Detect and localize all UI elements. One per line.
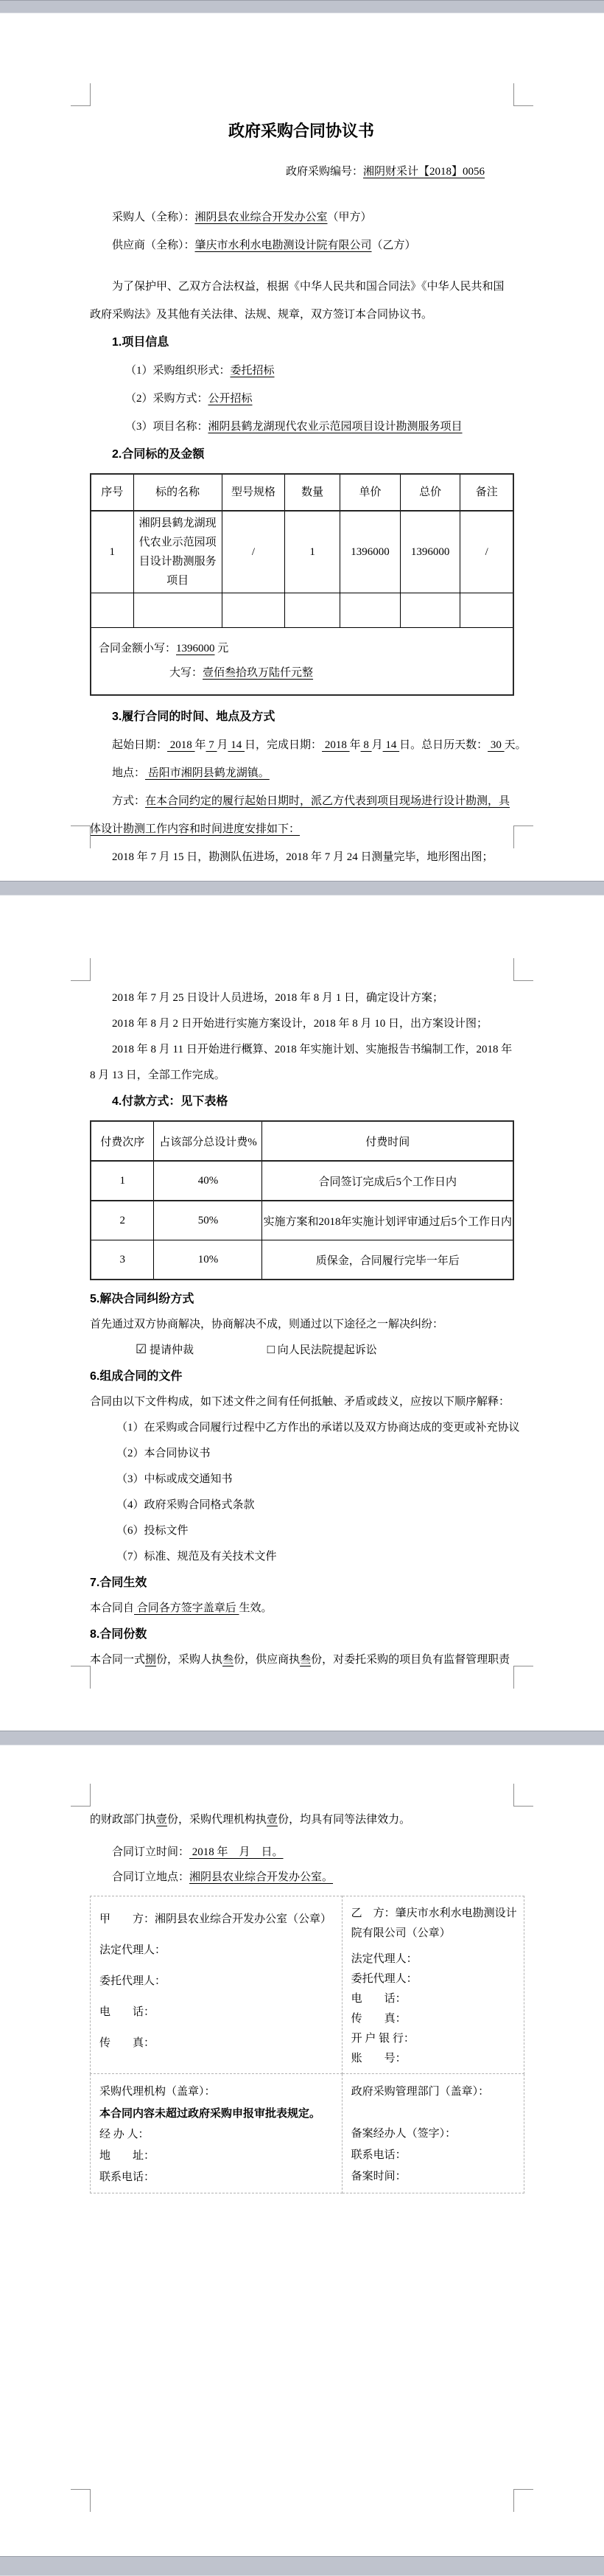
table-cell: 1: [91, 511, 133, 593]
amount-big-label: 大写：: [169, 667, 203, 679]
table-cell: /: [460, 511, 513, 593]
copies-line: [90, 1647, 513, 1673]
copies-text: 份，采购代理机构执: [167, 1814, 267, 1826]
table-amount-row: [91, 628, 513, 696]
schedule-line-4: 2018 年 8 月 11 日开始进行概算、2018 年实施计划、实施报告书编制工作，2018 年 8 月 13 日，全部工作完成。: [90, 1044, 513, 1081]
section-1-heading: 1.项目信息: [112, 336, 169, 349]
section-3-heading: 3.履行合同的时间、地点及方式: [112, 711, 275, 723]
agency-title: 采购代理机构（盖章）：: [99, 2086, 216, 2098]
section-5-heading: 5.解决合同纠纷方式: [90, 1293, 194, 1305]
page-2: [0, 896, 604, 1731]
signature-row-agencies: [91, 2074, 524, 2193]
purchase-method-value: 公开招标: [208, 393, 253, 405]
section-4-heading: 4.付款方式：见下表格: [112, 1095, 228, 1108]
method-label: 方式：: [112, 795, 146, 807]
project-name-line: [125, 413, 513, 441]
payment-cell: 合同签订完成后5个工作日内: [262, 1161, 513, 1201]
gov-dept-field: 联系电话：: [351, 2149, 407, 2161]
sign-place-value: 湘阴县农业综合开发办公室。: [189, 1871, 334, 1883]
party-a-field: 委托代理人：: [99, 1975, 166, 1987]
copies-continuation-line: [90, 1807, 513, 1832]
party-b-field: 传 真：: [351, 2013, 407, 2025]
start-month: 7: [206, 739, 217, 751]
copies-supplier: 叁: [300, 1654, 312, 1666]
place-label: 地点：: [112, 767, 146, 779]
amount-cell: [91, 628, 513, 696]
start-day: 14: [228, 739, 245, 751]
contract-file-item: （3）中标或成交通知书: [116, 1473, 233, 1485]
amount-big-line: [169, 661, 505, 685]
table-cell: 1396000: [400, 511, 460, 593]
table-header-cell: 备注: [460, 474, 513, 511]
party-b-field: 账 号：: [351, 2053, 407, 2064]
signature-table: [90, 1896, 524, 2193]
copies-text: 份，对委托采购的项目负有监督管理职责: [311, 1654, 510, 1666]
party-a-field: 电 话：: [99, 2006, 155, 2018]
procurement-number-value: 湘阴财采计【2018】0056: [362, 166, 485, 178]
copies-text: 份，供应商执: [233, 1654, 301, 1666]
project-name-value: 湘阴县鹤龙湖现代农业示范园项目设计勘测服务项目: [208, 421, 463, 433]
gov-dept-field: 备案经办人（签字）：: [351, 2128, 457, 2140]
page-gap-top: [0, 0, 604, 13]
dates-line: [90, 731, 527, 759]
method-value: 在本合同约定的履行起始日期时，派乙方代表到项目现场进行设计勘测，具体设计勘测工作内容和时间进度安排如下：: [90, 795, 510, 835]
page-corner-mark: [71, 958, 91, 981]
supplier-suffix: （乙方）: [371, 240, 416, 251]
month-char: 月: [217, 739, 228, 751]
method-line: [90, 787, 513, 843]
party-a-cell: [91, 1896, 343, 2074]
table-header-cell: 序号: [91, 474, 133, 511]
copies-text: 份，采购人执: [156, 1654, 223, 1666]
page-1: [0, 13, 604, 881]
contract-file-item: （2）本合同协议书: [116, 1448, 211, 1459]
party-b-title: 乙 方：肇庆市水利水电勘测设计院有限公司（公章）: [351, 1907, 517, 1939]
sign-time-label: 合同订立时间：: [112, 1846, 190, 1858]
schedule-line-3: 2018 年 8 月 2 日开始进行实施方案设计，2018 年 8 月 10 日，出方案设计图；: [112, 1018, 488, 1030]
signature-row-parties: [91, 1896, 524, 2074]
payment-cell: 50%: [154, 1201, 262, 1240]
table-cell-empty: [285, 593, 340, 628]
table-cell-empty: [91, 593, 133, 628]
sign-place-label: 合同订立地点：: [112, 1871, 190, 1883]
sign-time-line: [90, 1840, 513, 1865]
sign-place-line: [90, 1865, 513, 1890]
payment-row: [91, 1161, 513, 1201]
total-days-label: 日。总日历天数：: [399, 739, 488, 751]
page-corner-mark: [513, 1666, 533, 1689]
gov-dept-field: 备案时间：: [351, 2171, 407, 2182]
purchaser-value: 湘阴县农业综合开发办公室: [194, 212, 328, 223]
purchaser-label: 采购人（全称）：: [112, 212, 195, 223]
party-b-field: 电 话：: [351, 1993, 407, 2005]
table-cell: 1: [285, 511, 340, 593]
page-corner-mark: [71, 825, 91, 848]
page-corner-mark: [513, 1784, 533, 1807]
section-7-heading: 7.合同生效: [90, 1577, 147, 1589]
table-header-cell: 总价: [400, 474, 460, 511]
table-header-cell: 型号规格: [222, 474, 284, 511]
page-gap: [0, 881, 604, 896]
purchase-method-line: [125, 385, 513, 413]
section-8-heading: 8.合同份数: [90, 1628, 147, 1641]
gov-dept-cell: [342, 2074, 524, 2193]
dispute-intro-line: 首先通过双方协商解决，协商解决不成，则通过以下途径之一解决纠纷：: [90, 1319, 444, 1330]
table-cell-empty: [133, 593, 222, 628]
court-checkbox-unchecked-icon: □: [267, 1342, 275, 1356]
files-intro-line: 合同由以下文件构成，如下述文件之间有任何抵触、矛盾或歧义，应按以下顺序解释：: [90, 1396, 510, 1408]
year-char: 年: [194, 739, 206, 751]
finish-date-label: 日，完成日期：: [245, 739, 323, 751]
procurement-number-line: [90, 158, 513, 186]
payment-cell: 1: [91, 1161, 154, 1201]
table-header-cell: 标的名称: [133, 474, 222, 511]
finish-year: 2018: [322, 739, 350, 751]
payment-cell: 10%: [154, 1240, 262, 1280]
party-a-title: 甲 方：湘阴县农业综合开发办公室（公章）: [99, 1913, 332, 1925]
amount-small-value: 1396000: [176, 643, 215, 655]
table-row: [91, 511, 513, 593]
gov-dept-title: 政府采购管理部门（盖章）：: [351, 2086, 490, 2098]
page-corner-mark: [513, 83, 533, 106]
payment-cell: 实施方案和2018年实施计划评审通过后5个工作日内: [262, 1201, 513, 1240]
page-corner-mark: [71, 1666, 91, 1689]
table-cell-empty: [340, 593, 401, 628]
finish-day: 14: [382, 739, 400, 751]
party-b-cell: [342, 1896, 524, 2074]
payment-cell: 3: [91, 1240, 154, 1280]
place-value: 岳阳市湘阴县鹤龙湖镇。: [145, 767, 270, 779]
org-form-label: （1）采购组织形式：: [125, 365, 231, 377]
purchaser-line: [90, 203, 513, 231]
agency-cell: [91, 2074, 343, 2193]
payment-cell: 质保金，合同履行完毕一年后: [262, 1240, 513, 1280]
finish-month: 8: [360, 739, 372, 751]
procurement-number-label: 政府采购编号：: [285, 166, 363, 178]
page-corner-mark: [513, 2489, 533, 2512]
supplier-line: [90, 231, 513, 259]
schedule-line-1: 2018 年 7 月 15 日，勘测队伍进场，2018 年 7 月 24 日测量完毕，地形图出图；: [112, 851, 494, 863]
party-b-field: 法定代理人：: [351, 1953, 418, 1965]
agency-note: 本合同内容未超过政府采购申报审批表规定。: [99, 2107, 321, 2120]
payment-header-row: [91, 1121, 513, 1161]
party-b-field: 委托代理人：: [351, 1973, 418, 1985]
payment-row: [91, 1201, 513, 1240]
table-cell: /: [222, 511, 284, 593]
year-char: 年: [349, 739, 361, 751]
page-corner-mark: [71, 83, 91, 106]
start-year: 2018: [167, 739, 195, 751]
effective-suffix: 生效。: [239, 1602, 273, 1614]
payment-header-cell: 付费次序: [91, 1121, 154, 1161]
agency-field: 联系电话：: [99, 2171, 155, 2183]
court-option-label: 向人民法院提起诉讼: [277, 1344, 377, 1356]
table-cell-empty: [400, 593, 460, 628]
purchase-method-label: （2）采购方式：: [125, 393, 208, 405]
dispute-options-line: [136, 1338, 513, 1364]
contract-items-table: [90, 473, 514, 696]
effective-condition: 合同各方签字盖章后: [134, 1602, 239, 1614]
purchaser-suffix: （甲方）: [327, 212, 372, 223]
sign-time-value: 2018 年 月 日。: [189, 1846, 284, 1858]
party-a-field: 传 真：: [99, 2037, 155, 2049]
table-cell-empty: [460, 593, 513, 628]
amount-small-label: 合同金额小写：: [99, 643, 177, 655]
payment-table: [90, 1120, 514, 1280]
month-char: 月: [371, 739, 383, 751]
page-3: [0, 1745, 604, 2556]
effective-line: [90, 1596, 513, 1622]
page-corner-mark: [513, 958, 533, 981]
table-cell: 1396000: [340, 511, 401, 593]
table-header-row: [91, 474, 513, 511]
payment-header-cell: 付费时间: [262, 1121, 513, 1161]
contract-file-item: （4）政府采购合同格式条款: [116, 1499, 255, 1511]
place-line: [90, 759, 513, 787]
page-gap: [0, 1731, 604, 1745]
contract-file-item: （6）投标文件: [116, 1525, 189, 1537]
party-a-field: 法定代理人：: [99, 1944, 166, 1956]
agency-field: 地 址：: [99, 2150, 155, 2162]
page-gap-bottom: [0, 2556, 604, 2576]
copies-text: 本合同一式: [90, 1654, 146, 1666]
copies-finance-dept: 壹: [156, 1814, 168, 1826]
days-char: 天。: [504, 739, 527, 751]
payment-cell: 40%: [154, 1161, 262, 1201]
table-header-cell: 数量: [285, 474, 340, 511]
org-form-value: 委托招标: [230, 365, 275, 377]
copies-purchaser: 叁: [222, 1654, 234, 1666]
arbitration-option-label: 提请仲裁: [150, 1344, 194, 1356]
payment-row: [91, 1240, 513, 1280]
table-header-cell: 单价: [340, 474, 401, 511]
intro-paragraph: 为了保护甲、乙双方合法权益，根据《中华人民共和国合同法》《中华人民共和国政府采购法》及其他有关法律、法规、规章，双方签订本合同协议书。: [90, 281, 505, 321]
start-date-label: 起始日期：: [112, 739, 168, 751]
copies-agency: 壹: [267, 1814, 278, 1826]
contract-file-item: （7）标准、规范及有关技术文件: [116, 1551, 277, 1563]
arbitration-checkbox-checked-icon: ☑: [136, 1342, 147, 1356]
section-6-heading: 6.组成合同的文件: [90, 1370, 183, 1383]
schedule-line-2: 2018 年 7 月 25 日设计人员进场，2018 年 8 月 1 日，确定设计方案；: [112, 992, 444, 1004]
party-b-field: 开 户 银 行：: [351, 2033, 415, 2045]
agency-field: 经 办 人：: [99, 2129, 150, 2140]
table-row-empty: [91, 593, 513, 628]
copies-text: 的财政部门执: [90, 1814, 157, 1826]
amount-big-value: 壹佰叁拾玖万陆仟元整: [203, 667, 314, 679]
page-corner-mark: [71, 2489, 91, 2512]
payment-header-cell: 占该部分总设计费%: [154, 1121, 262, 1161]
table-cell-empty: [222, 593, 284, 628]
doc-title: 政府采购合同协议书: [228, 122, 374, 140]
page-corner-mark: [513, 825, 533, 848]
project-name-label: （3）项目名称：: [125, 421, 208, 433]
org-form-line: [125, 357, 513, 385]
supplier-value: 肇庆市水利水电勘测设计院有限公司: [194, 240, 372, 251]
table-cell: 湘阴县鹤龙湖现代农业示范园项目设计勘测服务项目: [133, 511, 222, 593]
contract-file-item: （1）在采购或合同履行过程中乙方作出的承诺以及双方协商达成的变更或补充协议: [116, 1422, 520, 1434]
page-corner-mark: [71, 1784, 91, 1807]
copies-total: 捌: [145, 1654, 157, 1666]
total-days-value: 30: [488, 739, 505, 751]
amount-small-unit: 元: [214, 643, 229, 655]
section-2-heading: 2.合同标的及金额: [112, 448, 205, 461]
effective-prefix: 本合同自: [90, 1602, 135, 1614]
payment-cell: 2: [91, 1201, 154, 1240]
supplier-label: 供应商（全称）：: [112, 240, 195, 251]
copies-text: 份，均具有同等法律效力。: [278, 1814, 411, 1826]
